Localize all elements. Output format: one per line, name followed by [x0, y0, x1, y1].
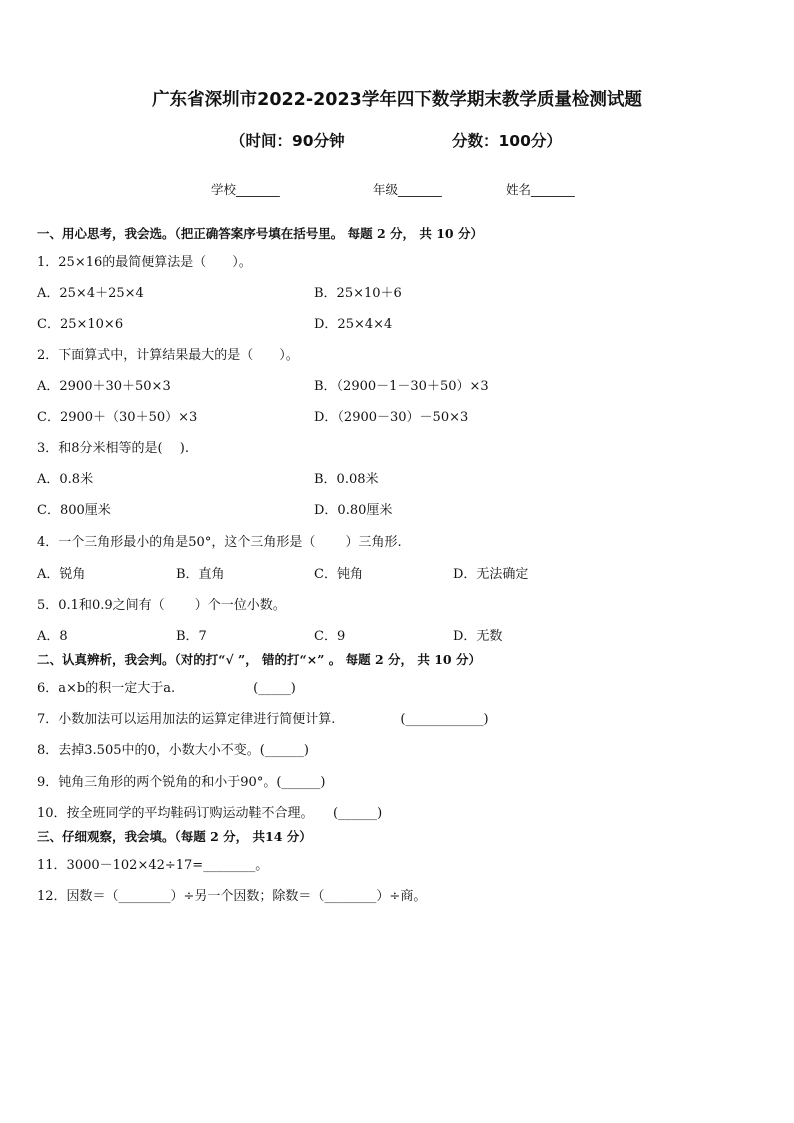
- option-c[interactable]: C．9: [314, 629, 346, 644]
- option-a[interactable]: A．0.8米: [37, 472, 94, 487]
- option-c[interactable]: C．800厘米: [37, 503, 111, 518]
- grade-field[interactable]: 年级_______: [373, 182, 442, 197]
- option-c[interactable]: C．25×10×6: [37, 317, 124, 332]
- option-b[interactable]: B．25×10＋6: [314, 286, 402, 301]
- question-stem: 3．和8分米相等的是( ).: [37, 441, 189, 456]
- name-field[interactable]: 姓名_______: [506, 182, 575, 197]
- question-stem: 2．下面算式中，计算结果最大的是（ ）。: [37, 348, 299, 363]
- question-stem: 5．0.1和0.9之间有（ ）个一位小数。: [37, 598, 286, 613]
- exam-title: 广东省深圳市2022-2023学年四下数学期末教学质量检测试题: [152, 90, 642, 110]
- option-a[interactable]: A．25×4＋25×4: [37, 286, 144, 301]
- option-b[interactable]: B．（2900－1－30＋50）×3: [314, 379, 489, 394]
- option-d[interactable]: D．0.80厘米: [314, 503, 393, 518]
- option-a[interactable]: A．8: [37, 629, 68, 644]
- judge-question[interactable]: 6．a×b的积一定大于a. (_____): [37, 681, 296, 696]
- question-stem: 1．25×16的最简便算法是（ ）。: [37, 255, 252, 270]
- option-a[interactable]: A．锐角: [37, 567, 86, 582]
- judge-question[interactable]: 8．去掉3.505中的0，小数大小不变。(______): [37, 743, 309, 758]
- question-stem: 4．一个三角形最小的角是50°，这个三角形是（ ）三角形.: [37, 535, 402, 550]
- judge-question[interactable]: 9．钝角三角形的两个锐角的和小于90°。(______): [37, 775, 326, 790]
- option-a[interactable]: A．2900＋30＋50×3: [37, 379, 171, 394]
- score-info: 分数：100分）: [452, 132, 562, 150]
- time-info: （时间：90分钟: [230, 132, 345, 150]
- judge-question[interactable]: 7．小数加法可以运用加法的运算定律进行简便计算. (____________): [37, 712, 489, 727]
- school-field[interactable]: 学校_______: [211, 182, 280, 197]
- fill-question[interactable]: 11．3000－102×42÷17=________。: [37, 858, 269, 873]
- option-d[interactable]: D．无数: [453, 629, 503, 644]
- option-b[interactable]: B．直角: [176, 567, 225, 582]
- option-d[interactable]: D．（2900－30）－50×3: [314, 410, 469, 425]
- option-d[interactable]: D．25×4×4: [314, 317, 393, 332]
- option-c[interactable]: C．2900＋（30＋50）×3: [37, 410, 198, 425]
- fill-question[interactable]: 12．因数＝（________）÷另一个因数；除数＝（________）÷商。: [37, 889, 427, 904]
- judge-question[interactable]: 10．按全班同学的平均鞋码订购运动鞋不合理。 (______): [37, 806, 383, 821]
- option-b[interactable]: B．7: [176, 629, 207, 644]
- option-d[interactable]: D．无法确定: [453, 567, 529, 582]
- section-heading-choice: 一、用心思考，我会选。（把正确答案序号填在括号里。 每题 2 分， 共 10 分）: [37, 226, 483, 241]
- section-heading-fill: 三、仔细观察，我会填。（每题 2 分， 共14 分）: [37, 829, 312, 844]
- option-b[interactable]: B．0.08米: [314, 472, 379, 487]
- section-heading-judge: 二、认真辨析，我会判。（对的打“√ ”， 错的打“×” 。 每题 2 分， 共 10 分）: [37, 652, 481, 667]
- option-c[interactable]: C．钝角: [314, 567, 363, 582]
